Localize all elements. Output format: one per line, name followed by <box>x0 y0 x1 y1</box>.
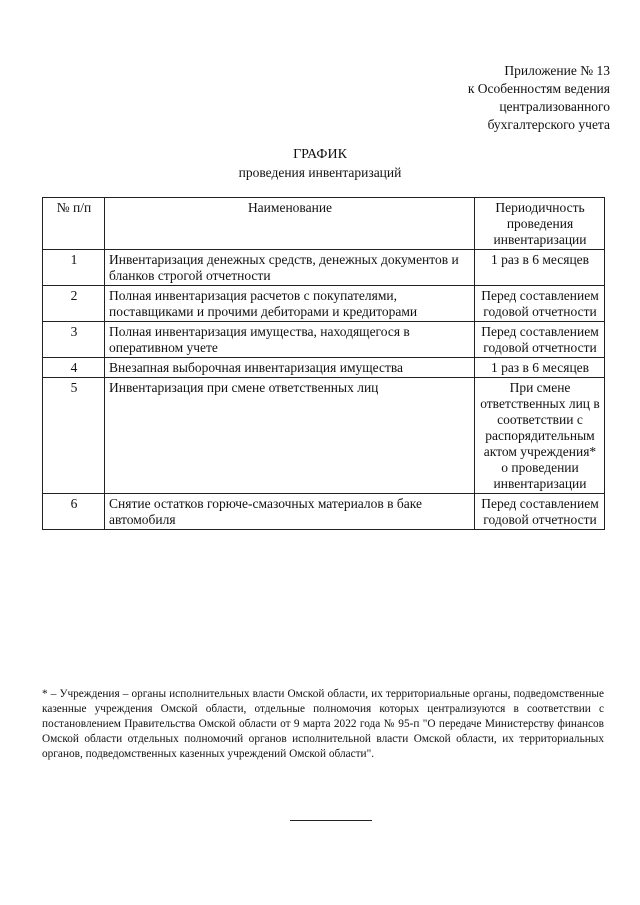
inventory-schedule-table <box>42 197 605 530</box>
table-header-row <box>43 198 605 250</box>
row-num: 2 <box>43 286 105 322</box>
appendix-header <box>468 62 610 134</box>
appendix-line: к Особенностям ведения <box>467 81 610 96</box>
footnote: * – Учреждения – органы исполнительных власти Омской области, их территориальные органы, подведомственные казенные учреждения Омской области, отдельные полномочия которых централизуются в соответствии с постановлением Правительства Омской области от 9 марта 2022 года № 95-п "О передаче Министерству финансов Омской области отдельных полномочий органов исполнительной власти Омской области, их территориальных органов, подведомственных казенных учреждений Омской области". <box>42 688 604 760</box>
row-num: 4 <box>43 358 105 378</box>
table-row <box>43 250 605 286</box>
row-name: Полная инвентаризация расчетов с покупателями, поставщиками и прочими дебиторами и кредиторами <box>105 286 475 322</box>
row-name: Снятие остатков горюче-смазочных материалов в баке автомобиля <box>105 494 475 530</box>
row-name: Инвентаризация денежных средств, денежных документов и бланков строгой отчетности <box>105 250 475 286</box>
title-block <box>0 146 640 182</box>
table-row <box>43 358 605 378</box>
row-num: 3 <box>43 322 105 358</box>
table-row <box>43 322 605 358</box>
row-name: Инвентаризация при смене ответственных лиц <box>105 378 475 494</box>
appendix-line: централизованного <box>499 99 610 114</box>
header-name: Наименование <box>105 198 475 250</box>
appendix-line: Приложение № 13 <box>504 63 610 78</box>
table-row <box>43 494 605 530</box>
row-period: Перед составлением годовой отчетности <box>475 494 605 530</box>
closing-rule <box>290 820 372 821</box>
row-num: 5 <box>43 378 105 494</box>
document-title: ГРАФИК <box>293 147 347 162</box>
row-name: Внезапная выборочная инвентаризация имущества <box>105 358 475 378</box>
row-name: Полная инвентаризация имущества, находящегося в оперативном учете <box>105 322 475 358</box>
appendix-line: бухгалтерского учета <box>487 117 610 132</box>
header-period: Периодичность проведения инвентаризации <box>475 198 605 250</box>
table-row <box>43 286 605 322</box>
header-num: № п/п <box>43 198 105 250</box>
row-period: Перед составлением годовой отчетности <box>475 286 605 322</box>
row-num: 1 <box>43 250 105 286</box>
table-row <box>43 378 605 494</box>
row-period: При смене ответственных лиц в соответствии с распорядительным актом учреждения* о проведении инвентаризации <box>475 378 605 494</box>
row-num: 6 <box>43 494 105 530</box>
row-period: 1 раз в 6 месяцев <box>475 358 605 378</box>
row-period: Перед составлением годовой отчетности <box>475 322 605 358</box>
row-period: 1 раз в 6 месяцев <box>475 250 605 286</box>
document-subtitle: проведения инвентаризаций <box>238 165 402 180</box>
